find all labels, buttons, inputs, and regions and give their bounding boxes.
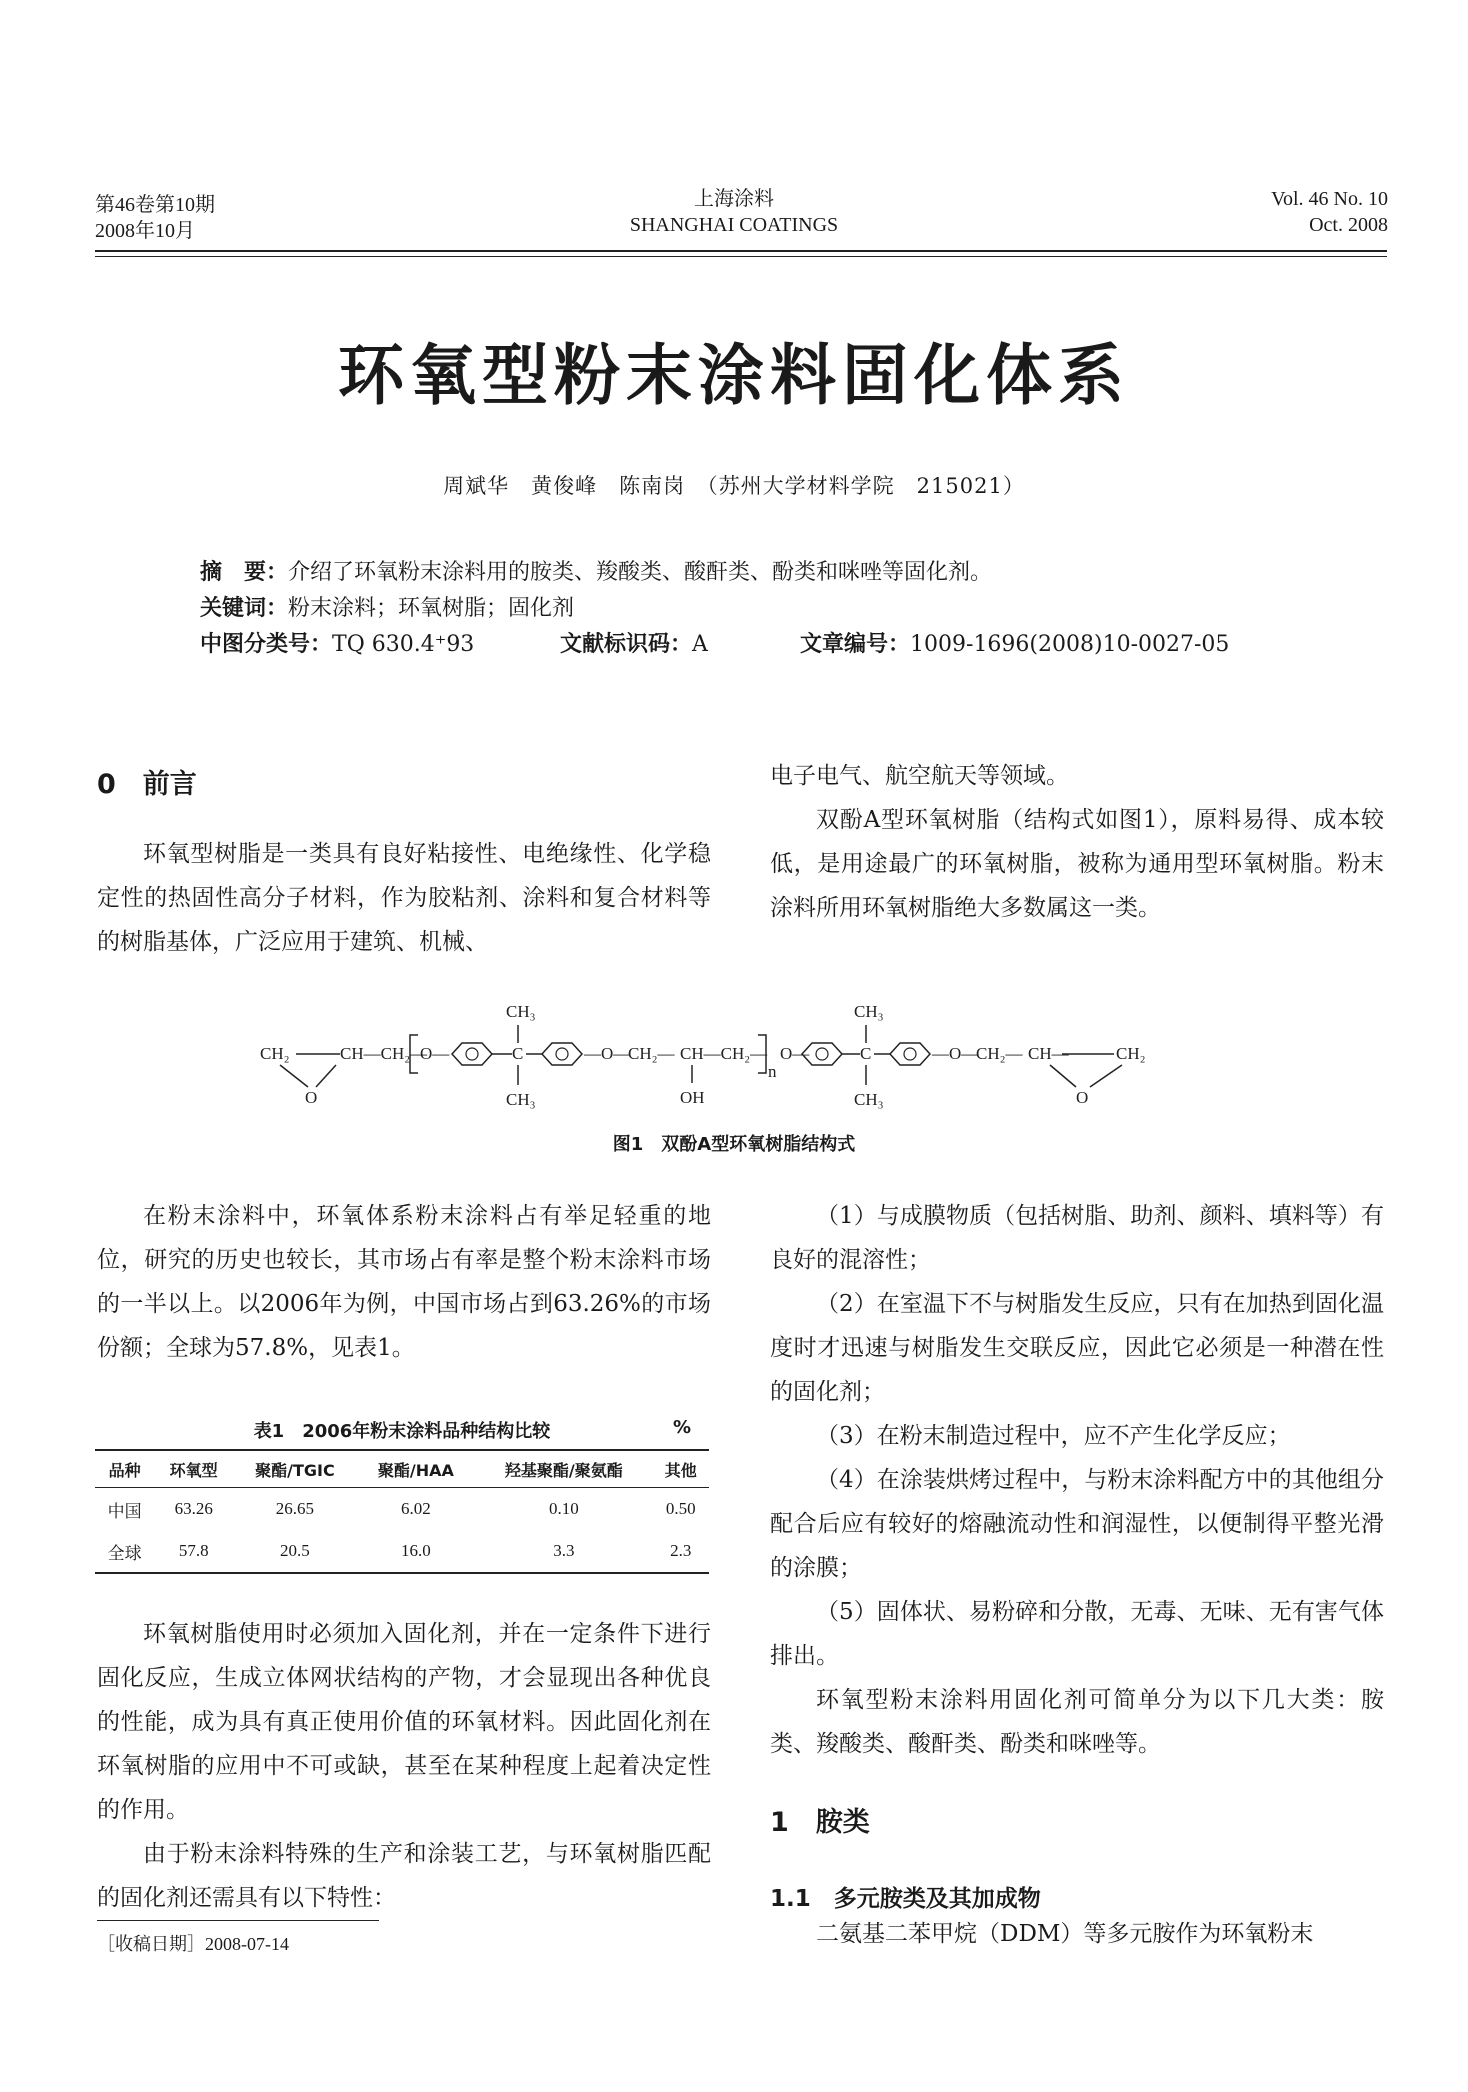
intro-paragraph-2: 双酚A型环氧树脂（结构式如图1），原料易得、成本较低，是用途最广的环氧树脂，被称为通用型环氧树脂。粉末涂料所用环氧树脂绝大多数属这一类。 <box>770 807 1384 921</box>
struct-ch3-top-1: CH₃ <box>506 1002 536 1021</box>
table-1-grid <box>95 1449 709 1574</box>
footnote-rule <box>97 1920 379 1921</box>
table-row <box>95 1488 709 1531</box>
struct-ch2-mid: CH₂— <box>628 1044 675 1063</box>
struct-o-2: —O— <box>584 1044 631 1063</box>
list-item: （5）固体状、易粉碎和分散，无毒、无味、无有害气体排出。 <box>770 1599 1384 1669</box>
abstract-text: 介绍了环氧粉末涂料用的胺类、羧酸类、酸酐类、酚类和咪唑等固化剂。 <box>288 560 993 585</box>
struct-ch3-bottom-2: CH₃ <box>854 1090 884 1109</box>
intro-paragraph-1: 环氧型树脂是一类具有良好粘接性、电绝缘性、化学稳定性的热固性高分子材料，作为胶粘剂、涂料和复合材料等的树脂基体，广泛应用于建筑、机械、 <box>97 841 711 955</box>
journal-volume <box>95 192 215 244</box>
requirements-intro: 由于粉末涂料特殊的生产和涂装工艺，与环氧树脂匹配的固化剂还需具有以下特性： <box>97 1841 711 1911</box>
journal-title <box>534 186 934 238</box>
table-cell: 63.26 <box>174 1499 213 1518</box>
clc-value: TQ 630.4⁺93 <box>332 632 475 657</box>
article-number-value: 1009-1696(2008)10-0027-05 <box>910 632 1230 657</box>
struct-o-epoxide-left: O <box>305 1088 318 1107</box>
received-date: ［收稿日期］2008-07-14 <box>97 1934 289 1954</box>
keywords-label: 关键词： <box>200 596 289 621</box>
journal-name-cn: 上海涂料 <box>694 188 774 210</box>
struct-c-quaternary-2: C <box>860 1044 872 1063</box>
table-1-unit: % <box>672 1417 691 1438</box>
struct-o-3: O— <box>780 1044 810 1063</box>
curing-agent-paragraph: 环氧树脂使用时必须加入固化剂，并在一定条件下进行固化反应，生成立体网状结构的产物，才会显现出各种优良的性能，成为具有真正使用价值的环氧材料。因此固化剂在环氧树脂的应用中不可或缺，甚至在某种程度上起着决定性的作用。 <box>97 1621 711 1823</box>
bisphenol-a-epoxy-structure <box>250 995 1250 1115</box>
journal-vol-en <box>1271 186 1388 238</box>
struct-ch3-bottom-1: CH₃ <box>506 1090 536 1109</box>
abstract-block <box>200 555 1330 663</box>
abstract-label: 摘 要： <box>200 560 289 585</box>
struct-o-epoxide-right: O <box>1076 1088 1089 1107</box>
struct-n-subscript: n <box>768 1062 777 1081</box>
struct-o-1: O— <box>420 1044 450 1063</box>
table-cell: 全球 <box>107 1543 142 1563</box>
clc-label: 中图分类号： <box>200 632 333 657</box>
issue-date: 2008年10月 <box>95 220 195 242</box>
table-1-caption: 表1 2006年粉末涂料品种结构比较 <box>253 1421 551 1442</box>
table-cell: 中国 <box>107 1501 142 1521</box>
doc-code-label: 文献标识码： <box>560 632 693 657</box>
article-number-label: 文章编号： <box>800 632 911 657</box>
struct-ch-mid: CH—CH₂— <box>680 1044 768 1063</box>
article-title: 环氧型粉末涂料固化体系 <box>338 337 1130 414</box>
intro-paragraph-1-cont: 电子电气、航空航天等领域。 <box>770 763 1069 789</box>
volume-issue: 第46卷第10期 <box>95 194 215 216</box>
table-cell: 2.3 <box>670 1541 692 1560</box>
table-cell: 20.5 <box>280 1541 310 1560</box>
vol-date: Oct. 2008 <box>1309 214 1388 236</box>
table-header: 环氧型 <box>169 1460 218 1480</box>
table-header: 聚酯/TGIC <box>255 1460 335 1480</box>
classification-paragraph: 环氧型粉末涂料用固化剂可简单分为以下几大类：胺类、羧酸类、酸酐类、酚类和咪唑等。 <box>770 1687 1384 1757</box>
header-rule-thick <box>95 250 1387 252</box>
table-header: 其他 <box>664 1460 697 1480</box>
list-item: （3）在粉末制造过程中，应不产生化学反应； <box>816 1423 1291 1449</box>
vol-no: Vol. 46 No. 10 <box>1271 188 1388 210</box>
abstract-line <box>200 555 1330 591</box>
doc-code-value: A <box>692 632 708 657</box>
table-header: 羟基聚酯/聚氨酯 <box>504 1460 623 1480</box>
struct-c-quaternary-1: C <box>512 1044 524 1063</box>
list-item: （4）在涂装烘烤过程中，与粉末涂料配方中的其他组分配合后应有较好的熔融流动性和润湿性，以便制得平整光滑的涂膜； <box>770 1467 1384 1581</box>
struct-ch-right: CH— <box>1028 1044 1069 1063</box>
authors-affiliation: 周斌华 黄俊峰 陈南岗 （苏州大学材料学院 215021） <box>443 474 1025 498</box>
keywords-line <box>200 591 1330 627</box>
table-1 <box>95 1413 709 1574</box>
table-cell: 0.50 <box>665 1499 696 1518</box>
classification-line <box>200 627 1330 663</box>
table-cell: 6.02 <box>401 1499 431 1518</box>
section-1-heading: 1 胺类 <box>770 1807 870 1838</box>
table-header: 品种 <box>108 1460 141 1480</box>
struct-oh: OH <box>680 1088 705 1107</box>
table-cell: 0.10 <box>548 1499 579 1518</box>
requirements-list <box>770 1194 1384 1766</box>
section-1-1-heading: 1.1 多元胺类及其加成物 <box>770 1886 1041 1912</box>
table-cell: 16.0 <box>401 1541 431 1560</box>
list-item: （2）在室温下不与树脂发生反应，只有在加热到固化温度时才迅速与树脂发生交联反应，因此它必须是一种潜在性的固化剂； <box>770 1291 1384 1405</box>
table-cell: 57.8 <box>178 1541 209 1560</box>
struct-ch3-top-2: CH₃ <box>854 1002 884 1021</box>
table-row <box>95 1530 709 1573</box>
journal-name-en: SHANGHAI COATINGS <box>629 214 839 236</box>
struct-ch2-end: CH₂ <box>1116 1044 1146 1063</box>
table-header: 聚酯/HAA <box>377 1460 454 1480</box>
ddm-paragraph: 二氨基二苯甲烷（DDM）等多元胺作为环氧粉末 <box>816 1921 1314 1947</box>
table-cell: 3.3 <box>553 1541 575 1560</box>
market-paragraph: 在粉末涂料中，环氧体系粉末涂料占有举足轻重的地位，研究的历史也较长，其市场占有率是整个粉末涂料市场的一半以上。以2006年为例，中国市场占到63.26%的市场份额；全球为57.8%，见表1。 <box>97 1203 711 1361</box>
figure-1-caption: 图1 双酚A型环氧树脂结构式 <box>612 1134 856 1155</box>
struct-ch-left: CH—CH₂— <box>340 1044 428 1063</box>
struct-ch2-left: CH₂ <box>260 1044 290 1063</box>
struct-ch2-right: CH₂— <box>976 1044 1023 1063</box>
list-item: （1）与成膜物质（包括树脂、助剂、颜料、填料等）有良好的混溶性； <box>770 1203 1384 1273</box>
header-rule-thin <box>95 256 1387 257</box>
keywords-text: 粉末涂料；环氧树脂；固化剂 <box>288 596 575 621</box>
struct-o-4: —O— <box>932 1044 979 1063</box>
section-0-heading: 0 前言 <box>97 769 197 800</box>
table-cell: 26.65 <box>275 1499 315 1518</box>
